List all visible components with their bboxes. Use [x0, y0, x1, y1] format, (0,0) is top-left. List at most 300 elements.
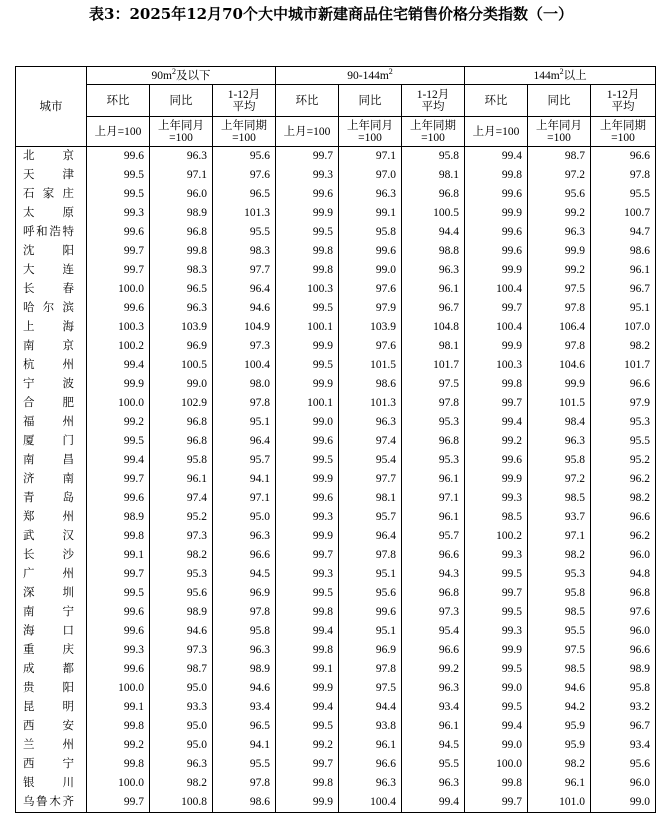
index-value: 94.4	[339, 698, 402, 717]
index-value: 99.8	[276, 242, 339, 261]
index-value: 93.4	[213, 698, 276, 717]
index-value: 99.9	[465, 337, 528, 356]
index-value: 99.2	[528, 204, 591, 223]
city-name: 沈阳	[16, 242, 87, 261]
index-value: 95.5	[591, 432, 656, 451]
index-value: 95.6	[528, 185, 591, 204]
index-value: 96.3	[528, 432, 591, 451]
index-value: 99.1	[276, 660, 339, 679]
index-value: 98.6	[591, 242, 656, 261]
sub-header-1-0: 环比	[276, 85, 339, 117]
index-value: 99.5	[276, 356, 339, 375]
index-value: 99.0	[591, 793, 656, 813]
index-value: 96.6	[402, 546, 465, 565]
city-name: 哈尔滨	[16, 299, 87, 318]
index-value: 99.5	[465, 565, 528, 584]
index-value: 99.9	[276, 204, 339, 223]
index-value: 95.8	[528, 584, 591, 603]
index-value: 101.7	[402, 356, 465, 375]
index-value: 99.7	[87, 470, 150, 489]
index-value: 99.7	[465, 793, 528, 813]
city-name: 天津	[16, 166, 87, 185]
index-value: 96.4	[213, 432, 276, 451]
index-value: 96.3	[402, 679, 465, 698]
city-name: 合肥	[16, 394, 87, 413]
table-row	[16, 774, 656, 793]
index-value: 95.1	[339, 565, 402, 584]
index-value: 96.0	[591, 774, 656, 793]
index-value: 99.4	[87, 356, 150, 375]
index-value: 93.4	[591, 736, 656, 755]
city-name: 南昌	[16, 451, 87, 470]
index-value: 99.5	[276, 223, 339, 242]
city-name: 兰州	[16, 736, 87, 755]
index-value: 99.5	[465, 660, 528, 679]
index-value: 99.5	[465, 603, 528, 622]
index-value: 99.6	[465, 223, 528, 242]
index-value: 99.5	[87, 584, 150, 603]
table-row	[16, 470, 656, 489]
index-value: 96.8	[150, 432, 213, 451]
table-row	[16, 337, 656, 356]
index-value: 96.6	[339, 755, 402, 774]
index-value: 99.9	[465, 470, 528, 489]
index-value: 100.3	[276, 280, 339, 299]
index-value: 99.9	[465, 261, 528, 280]
index-value: 98.6	[213, 793, 276, 813]
index-value: 95.4	[339, 451, 402, 470]
table-row	[16, 204, 656, 223]
index-value: 100.3	[87, 318, 150, 337]
index-value: 96.1	[402, 508, 465, 527]
index-value: 95.5	[591, 185, 656, 204]
index-value: 96.9	[150, 337, 213, 356]
city-name: 西安	[16, 717, 87, 736]
table-row	[16, 660, 656, 679]
index-value: 96.7	[591, 280, 656, 299]
city-name: 厦门	[16, 432, 87, 451]
index-value: 95.1	[213, 413, 276, 432]
index-value: 95.0	[150, 679, 213, 698]
index-value: 97.9	[591, 394, 656, 413]
index-value: 96.3	[213, 641, 276, 660]
index-value: 99.4	[276, 698, 339, 717]
index-value: 99.8	[465, 375, 528, 394]
index-value: 97.2	[528, 166, 591, 185]
index-value: 97.1	[339, 147, 402, 167]
index-value: 96.8	[402, 584, 465, 603]
index-value: 99.5	[465, 698, 528, 717]
index-value: 104.9	[213, 318, 276, 337]
index-value: 98.8	[402, 242, 465, 261]
index-value: 99.5	[276, 584, 339, 603]
index-value: 100.1	[276, 394, 339, 413]
index-value: 97.6	[339, 280, 402, 299]
index-value: 95.5	[213, 223, 276, 242]
table-row	[16, 242, 656, 261]
index-value: 97.9	[339, 299, 402, 318]
index-value: 95.6	[591, 755, 656, 774]
index-value: 99.6	[87, 603, 150, 622]
index-value: 99.9	[528, 242, 591, 261]
index-value: 97.6	[213, 166, 276, 185]
index-value: 101.3	[339, 394, 402, 413]
index-value: 95.9	[528, 717, 591, 736]
index-value: 94.6	[150, 622, 213, 641]
index-value: 96.3	[150, 299, 213, 318]
index-value: 95.3	[402, 413, 465, 432]
index-value: 100.4	[465, 280, 528, 299]
index-value: 99.2	[528, 261, 591, 280]
index-value: 99.8	[276, 261, 339, 280]
base-header-1-1: 上年同月 =100	[339, 117, 402, 147]
index-value: 96.8	[150, 223, 213, 242]
index-value: 99.8	[276, 641, 339, 660]
index-value: 99.7	[87, 565, 150, 584]
index-value: 99.4	[465, 147, 528, 167]
index-value: 97.8	[339, 660, 402, 679]
index-value: 98.2	[591, 337, 656, 356]
index-value: 99.3	[87, 641, 150, 660]
index-value: 107.0	[591, 318, 656, 337]
index-value: 95.8	[402, 147, 465, 167]
index-value: 99.6	[465, 185, 528, 204]
index-value: 97.1	[402, 489, 465, 508]
index-value: 99.7	[87, 242, 150, 261]
index-value: 95.8	[339, 223, 402, 242]
index-value: 96.3	[528, 223, 591, 242]
index-value: 99.5	[276, 451, 339, 470]
city-name: 郑州	[16, 508, 87, 527]
index-value: 96.8	[402, 185, 465, 204]
index-value: 99.1	[87, 546, 150, 565]
index-value: 96.1	[339, 736, 402, 755]
index-value: 104.6	[528, 356, 591, 375]
index-value: 99.8	[465, 774, 528, 793]
index-value: 97.5	[339, 679, 402, 698]
city-name: 贵阳	[16, 679, 87, 698]
index-value: 99.0	[339, 261, 402, 280]
index-value: 96.6	[591, 375, 656, 394]
index-value: 100.3	[465, 356, 528, 375]
index-value: 94.8	[591, 565, 656, 584]
index-value: 100.2	[465, 527, 528, 546]
index-value: 99.8	[87, 717, 150, 736]
index-value: 95.7	[402, 527, 465, 546]
index-value: 99.6	[87, 660, 150, 679]
index-value: 99.9	[87, 375, 150, 394]
index-value: 100.0	[465, 755, 528, 774]
index-value: 100.0	[87, 280, 150, 299]
index-value: 96.3	[402, 774, 465, 793]
index-value: 96.4	[339, 527, 402, 546]
index-value: 100.4	[213, 356, 276, 375]
index-value: 95.1	[339, 622, 402, 641]
index-value: 99.2	[276, 736, 339, 755]
index-value: 98.9	[213, 660, 276, 679]
sub-header-1-2: 1-12月 平均	[402, 85, 465, 117]
city-name: 南京	[16, 337, 87, 356]
index-value: 100.4	[465, 318, 528, 337]
table-row	[16, 451, 656, 470]
index-value: 97.0	[339, 166, 402, 185]
table-row	[16, 793, 656, 813]
sub-header-2-2: 1-12月 平均	[591, 85, 656, 117]
index-value: 96.3	[339, 413, 402, 432]
index-value: 95.3	[150, 565, 213, 584]
index-value: 99.6	[87, 622, 150, 641]
index-value: 104.8	[402, 318, 465, 337]
table-row	[16, 641, 656, 660]
index-value: 97.8	[213, 603, 276, 622]
index-value: 99.3	[465, 489, 528, 508]
index-value: 99.3	[87, 204, 150, 223]
index-value: 99.9	[276, 793, 339, 813]
table-row	[16, 736, 656, 755]
index-value: 95.8	[528, 451, 591, 470]
sub-header-row	[16, 85, 656, 117]
city-name: 呼和浩特	[16, 223, 87, 242]
index-value: 96.1	[591, 261, 656, 280]
city-name: 南宁	[16, 603, 87, 622]
table-row	[16, 508, 656, 527]
index-value: 99.7	[87, 261, 150, 280]
index-value: 94.1	[213, 470, 276, 489]
index-value: 99.8	[150, 242, 213, 261]
index-value: 99.9	[465, 204, 528, 223]
index-value: 99.5	[276, 299, 339, 318]
index-value: 97.1	[150, 166, 213, 185]
index-value: 99.3	[276, 508, 339, 527]
index-value: 99.5	[87, 166, 150, 185]
index-value: 96.3	[150, 755, 213, 774]
index-value: 98.7	[528, 147, 591, 167]
index-value: 95.5	[402, 755, 465, 774]
city-name: 深圳	[16, 584, 87, 603]
index-value: 98.2	[150, 774, 213, 793]
index-value: 97.7	[213, 261, 276, 280]
index-value: 95.2	[591, 451, 656, 470]
index-value: 95.5	[528, 622, 591, 641]
city-name: 石家庄	[16, 185, 87, 204]
group-header-medium: $90-144m^2$	[276, 67, 465, 85]
index-value: 97.1	[213, 489, 276, 508]
index-value: 95.3	[591, 413, 656, 432]
index-value: 99.8	[276, 774, 339, 793]
city-name: 海口	[16, 622, 87, 641]
index-value: 99.2	[87, 413, 150, 432]
index-value: 99.2	[465, 432, 528, 451]
city-name: 昆明	[16, 698, 87, 717]
city-name: 成都	[16, 660, 87, 679]
index-value: 95.7	[339, 508, 402, 527]
index-value: 99.6	[276, 432, 339, 451]
index-value: 100.1	[276, 318, 339, 337]
city-name: 武汉	[16, 527, 87, 546]
sub-header-2-0: 环比	[465, 85, 528, 117]
table-row	[16, 432, 656, 451]
index-value: 98.5	[528, 603, 591, 622]
index-value: 100.5	[150, 356, 213, 375]
index-value: 100.4	[339, 793, 402, 813]
sub-header-0-1: 同比	[150, 85, 213, 117]
index-value: 98.9	[87, 508, 150, 527]
index-value: 96.0	[591, 546, 656, 565]
index-value: 96.2	[591, 470, 656, 489]
table-row	[16, 622, 656, 641]
index-value: 95.9	[528, 736, 591, 755]
index-value: 99.0	[465, 736, 528, 755]
table-row	[16, 318, 656, 337]
base-header-2-2: 上年同期 =100	[591, 117, 656, 147]
index-value: 99.4	[465, 717, 528, 736]
index-value: 97.8	[213, 394, 276, 413]
index-value: 98.4	[528, 413, 591, 432]
index-value: 97.1	[528, 527, 591, 546]
index-value: 99.6	[87, 223, 150, 242]
index-value: 98.9	[150, 603, 213, 622]
index-value: 96.6	[591, 641, 656, 660]
index-value: 99.6	[87, 489, 150, 508]
city-name: 长春	[16, 280, 87, 299]
sub-header-1-1: 同比	[339, 85, 402, 117]
index-value: 95.3	[528, 565, 591, 584]
index-value: 95.5	[213, 755, 276, 774]
index-value: 97.7	[339, 470, 402, 489]
index-value: 95.0	[150, 717, 213, 736]
table-row	[16, 717, 656, 736]
index-value: 99.6	[276, 185, 339, 204]
index-value: 99.4	[465, 413, 528, 432]
index-value: 101.0	[528, 793, 591, 813]
index-value: 95.6	[339, 584, 402, 603]
index-value: 99.8	[87, 755, 150, 774]
index-value: 98.5	[528, 660, 591, 679]
index-value: 99.5	[87, 185, 150, 204]
city-name: 大连	[16, 261, 87, 280]
index-value: 96.2	[591, 527, 656, 546]
index-value: 97.4	[339, 432, 402, 451]
index-value: 100.8	[150, 793, 213, 813]
index-value: 96.5	[213, 185, 276, 204]
sub-header-0-0: 环比	[87, 85, 150, 117]
index-value: 99.9	[528, 375, 591, 394]
index-value: 99.3	[465, 622, 528, 641]
index-value: 98.2	[528, 755, 591, 774]
table-row	[16, 166, 656, 185]
base-header-2-0: 上月=100	[465, 117, 528, 147]
city-name: 北京	[16, 147, 87, 167]
index-value: 97.8	[402, 394, 465, 413]
index-value: 97.5	[528, 280, 591, 299]
index-value: 95.6	[150, 584, 213, 603]
index-value: 97.8	[339, 546, 402, 565]
index-value: 97.4	[150, 489, 213, 508]
index-value: 99.5	[276, 717, 339, 736]
index-value: 96.6	[213, 546, 276, 565]
table-title: 表3：2025年12月70个大中城市新建商品住宅销售价格分类指数（一）	[89, 5, 573, 23]
index-value: 94.3	[402, 565, 465, 584]
index-value: 98.1	[402, 337, 465, 356]
index-value: 99.6	[339, 242, 402, 261]
table-row	[16, 356, 656, 375]
index-value: 99.6	[87, 147, 150, 167]
index-value: 95.2	[150, 508, 213, 527]
index-value: 97.3	[150, 641, 213, 660]
table-row	[16, 698, 656, 717]
index-value: 97.8	[591, 166, 656, 185]
index-value: 99.6	[339, 603, 402, 622]
index-value: 96.5	[213, 717, 276, 736]
index-value: 99.7	[465, 584, 528, 603]
index-value: 99.7	[276, 755, 339, 774]
index-value: 96.1	[150, 470, 213, 489]
index-value: 97.6	[591, 603, 656, 622]
base-header-1-2: 上年同期 =100	[402, 117, 465, 147]
index-value: 99.6	[465, 451, 528, 470]
index-value: 99.1	[339, 204, 402, 223]
index-value: 94.6	[528, 679, 591, 698]
index-value: 96.1	[402, 280, 465, 299]
index-value: 98.2	[591, 489, 656, 508]
index-value: 96.6	[591, 508, 656, 527]
sub-header-2-1: 同比	[528, 85, 591, 117]
index-value: 99.9	[276, 679, 339, 698]
group-header-large: $144m^2$以上	[465, 67, 656, 85]
table-row	[16, 299, 656, 318]
index-value: 99.7	[465, 299, 528, 318]
index-value: 93.7	[528, 508, 591, 527]
index-value: 94.2	[528, 698, 591, 717]
index-value: 98.9	[591, 660, 656, 679]
city-name: 杭州	[16, 356, 87, 375]
index-value: 102.9	[150, 394, 213, 413]
index-value: 96.3	[339, 185, 402, 204]
index-value: 95.0	[213, 508, 276, 527]
index-value: 94.5	[213, 565, 276, 584]
index-value: 100.0	[87, 774, 150, 793]
index-value: 96.1	[402, 470, 465, 489]
index-value: 100.5	[402, 204, 465, 223]
index-value: 96.7	[402, 299, 465, 318]
table-row	[16, 527, 656, 546]
index-value: 98.3	[150, 261, 213, 280]
index-value: 98.5	[528, 489, 591, 508]
index-value: 99.4	[402, 793, 465, 813]
index-value: 96.0	[150, 185, 213, 204]
city-name: 上海	[16, 318, 87, 337]
index-value: 96.8	[150, 413, 213, 432]
city-name: 银川	[16, 774, 87, 793]
index-value: 96.9	[339, 641, 402, 660]
table-row	[16, 755, 656, 774]
table-row	[16, 147, 656, 167]
index-value: 101.5	[528, 394, 591, 413]
table-row	[16, 603, 656, 622]
city-name: 长沙	[16, 546, 87, 565]
index-value: 95.8	[213, 622, 276, 641]
city-name: 西宁	[16, 755, 87, 774]
table-row	[16, 584, 656, 603]
index-value: 95.3	[402, 451, 465, 470]
base-header-1-0: 上月=100	[276, 117, 339, 147]
base-header-2-1: 上年同月 =100	[528, 117, 591, 147]
base-header-row	[16, 117, 656, 147]
index-value: 101.5	[339, 356, 402, 375]
index-value: 97.8	[528, 337, 591, 356]
index-value: 93.2	[591, 698, 656, 717]
index-value: 96.0	[591, 622, 656, 641]
